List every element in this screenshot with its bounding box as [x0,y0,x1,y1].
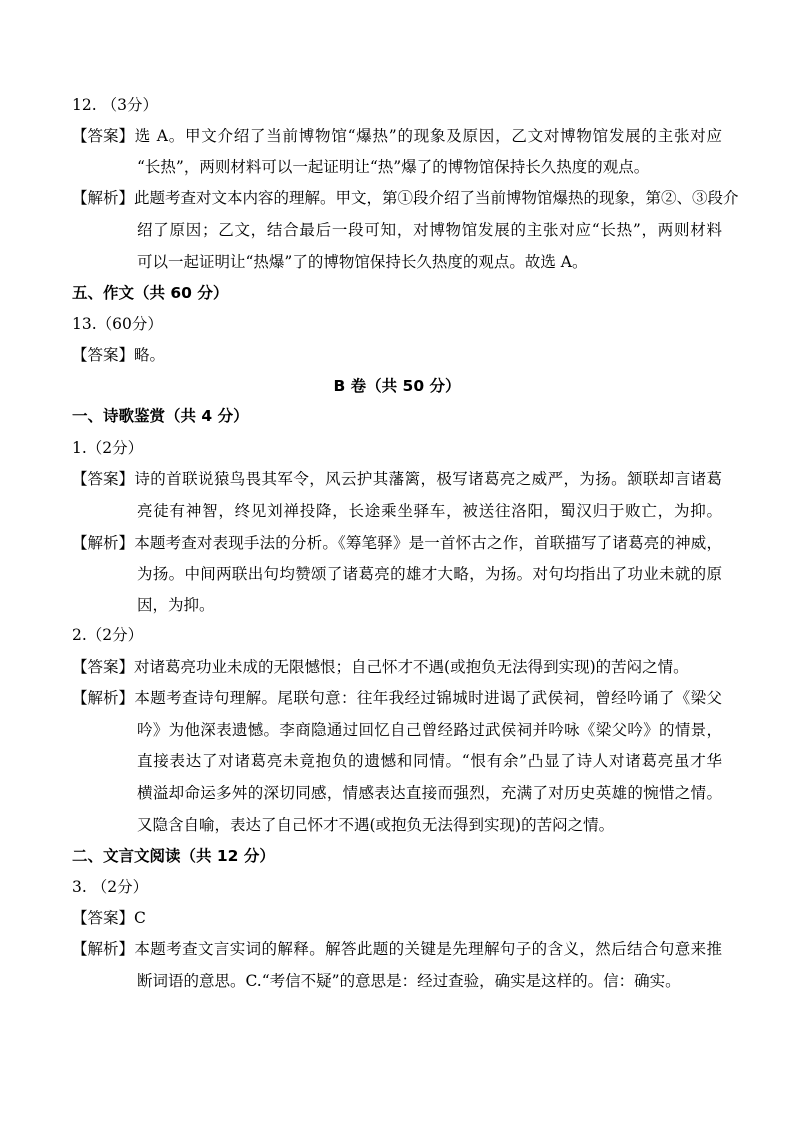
q1-explain-line-3: 因，为抑。 [137,596,215,614]
q13-answer-text: 略。 [134,346,166,364]
answer-tag: 【答案】 [72,346,135,364]
q12-explain-line-3: 可以一起证明让“热爆”了的博物馆保持长久热度的观点。故选 A。 [137,253,588,271]
answer-tag: 【答案】 [72,909,135,927]
q3-answer-text: C [134,909,146,927]
q12-explain-line-2: 绍了原因；乙文，结合最后一段可知，对博物馆发展的主张对应“长热”，两则材料 [137,221,722,239]
q13-answer-line [72,344,722,366]
q2-answer-line [72,656,722,678]
explain-tag: 【解析】 [72,189,135,207]
q1-explain-line-2: 为扬。中间两联出句均赞颂了诸葛亮的雄才大略，为扬。对句均指出了功业未就的原 [137,565,722,583]
q2-explain-line-3: 直接表达了对诸葛亮未竟抱负的遗憾和同情。“恨有余”凸显了诗人对诸葛亮虽才华 [137,752,722,770]
answer-tag: 【答案】 [72,470,135,488]
q1-answer-line-2: 亮徒有神智，终见刘禅投降，长途乘坐驿车，被送往洛阳，蜀汉归于败亡，为抑。 [137,502,722,520]
volume-b-title: B 卷（共 50 分） [333,377,461,395]
q1-answer-line-1 [72,468,722,490]
q12-answer-line-2: “长热”，两则材料可以一起证明让“热”爆了的博物馆保持长久热度的观点。 [137,158,650,176]
q1-explain-text-1: 本题考查对表现手法的分析。《筹笔驿》是一首怀古之作，首联描写了诸葛亮的神威， [134,534,722,552]
q1-explain-line-1 [72,532,722,554]
q12-explain-line-1 [72,187,739,209]
q2-explain-line-1 [72,687,722,709]
q12-answer-line-1 [72,125,722,147]
q2-answer-text: 对诸葛亮功业未成的无限憾恨；自己怀才不遇(或抱负无法得到实现)的苦闷之情。 [134,658,689,676]
q13-heading: 13.（60分） [72,315,163,333]
q1-answer-text-1: 诗的首联说猿鸟畏其军令，风云护其藩篱，极写诸葛亮之威严，为扬。颔联却言诸葛 [134,470,722,488]
q1-heading: 1.（2分） [72,439,144,457]
q2-explain-line-5: 又隐含自喻，表达了自己怀才不遇(或抱负无法得到实现)的苦闷之情。 [137,816,615,834]
q12-heading: 12. （3分） [72,96,158,114]
answer-tag: 【答案】 [72,127,135,145]
q12-explain-text-1: 此题考查对文本内容的理解。甲文，第①段介绍了当前博物馆爆热的现象，第②、③段介 [134,189,739,207]
q3-explain-line-2: 断词语的意思。C.“考信不疑”的意思是：经过查验，确实是这样的。信：确实。 [137,972,681,990]
q2-explain-text-1: 本题考查诗句理解。尾联句意：往年我经过锦城时进谒了武侯祠，曾经吟诵了《梁父 [134,689,722,707]
section-2-title: 二、文言文阅读（共 12 分） [72,847,275,865]
section-5-title: 五、作文（共 60 分） [72,284,229,302]
q3-heading: 3. （2分） [72,878,149,896]
answer-tag: 【答案】 [72,658,135,676]
q2-explain-line-4: 横溢却命运多舛的深切同感，情感表达直接而强烈，充满了对历史英雄的惋惜之情。 [137,784,722,802]
explain-tag: 【解析】 [72,689,135,707]
q2-heading: 2.（2分） [72,626,144,644]
explain-tag: 【解析】 [72,940,135,958]
explain-tag: 【解析】 [72,534,135,552]
q3-explain-line-1 [72,938,722,960]
section-1-title: 一、诗歌鉴赏（共 4 分） [72,407,249,425]
q12-answer-text-1: 选 A。甲文介绍了当前博物馆“爆热”的现象及原因，乙文对博物馆发展的主张对应 [134,127,722,145]
q2-explain-line-2: 吟》为他深表遗憾。李商隐通过回忆自己曾经路过武侯祠并吟咏《梁父吟》的情景， [137,721,722,739]
q3-explain-text-1: 本题考查文言实词的解释。解答此题的关键是先理解句子的含义，然后结合句意来推 [134,940,722,958]
q3-answer-line [72,907,722,929]
